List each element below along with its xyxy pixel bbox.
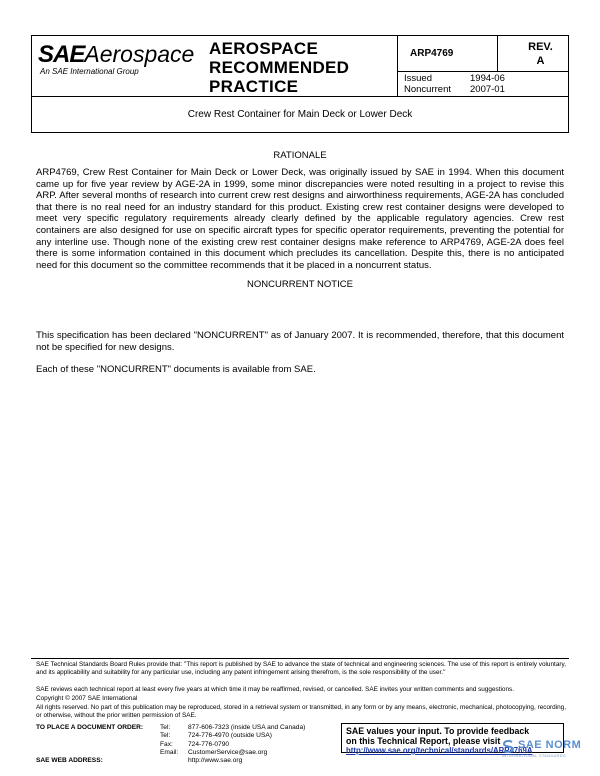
- review-statement: SAE reviews each technical report at least every five years at which time it may be reaffirmed, revised, or cancelled. SAE invites your written comments and suggestions.: [36, 686, 514, 693]
- revision-value: A: [536, 55, 545, 67]
- contact-value: 877-606-7323 (inside USA and Canada): [188, 724, 306, 731]
- title-line-1: AEROSPACE: [209, 39, 319, 58]
- document-subtitle: Crew Rest Container for Main Deck or Lower Deck: [31, 97, 569, 133]
- contact-value: 724-776-0790: [188, 741, 230, 748]
- web-address-label: SAE WEB ADDRESS:: [36, 757, 103, 764]
- revision-label: REV.: [528, 41, 553, 53]
- logo-aerospace-text: Aerospace: [84, 41, 195, 67]
- rights-statement: All rights reserved. No part of this publication may be reproduced, stored in a retrieval system or transmitted, in any form or by any means, electronic, mechanical, photocopying, recording, or otherwise, without the prior written permission of SAE.: [36, 704, 566, 720]
- noncurrent-notice-heading: NONCURRENT NOTICE: [247, 279, 353, 290]
- issued-value: 1994-06: [470, 73, 505, 84]
- issued-label: Issued: [404, 73, 432, 84]
- standards-board-rules: SAE Technical Standards Board Rules provide that: "This report is published by SAE to advance the state of technical and engineering sciences. The use of this report is entirely voluntary, and its applicability and suitability for any particular use, including any patent infringement arising therefrom, is the sole responsibility of the user.": [36, 661, 566, 677]
- sae-web-link[interactable]: http://www.sae.org: [188, 757, 243, 764]
- doc-number: ARP4769: [410, 48, 454, 59]
- contact-key: Tel:: [160, 732, 171, 739]
- order-contacts: [36, 724, 336, 769]
- sae-aerospace-logo: [32, 36, 202, 96]
- feedback-link[interactable]: http://www.sae.org/technical/standards/ARP4769A: [346, 746, 533, 755]
- sae-norm-watermark: [502, 739, 582, 773]
- revision-cell: [497, 36, 569, 72]
- noncurrent-value: 2007-01: [470, 84, 505, 95]
- feedback-line-1: SAE values your input. To provide feedback: [346, 726, 530, 736]
- rationale-paragraph: ARP4769, Crew Rest Container for Main Deck or Lower Deck, was originally issued by SAE in 1994. When this document came up for five year review by AGE-2A in 1999, some minor discrepancies were noted resulting in a project to revise this ARP. After several months of research into current crew rest designs and airworthiness requirements, AGE-2A has concluded that there is no real need for an industry standard for this product. Existing crew rest container designs were developed to meet very specific regulatory requirements already clearly defined by the applicable regulatory agencies. Crew rest containers are also designed for use on specific aircraft types for specific operator requirements, preventing the potential for any interline use. Though none of the existing crew rest container designs make reference to ARP4769, AGE-2A does feel there is some information contained in this document which precludes its cancellation. Despite this, there is no anticipated need for this document so the committee recommends that it be placed in a noncurrent status.: [36, 167, 564, 271]
- copyright-line: Copyright © 2007 SAE International: [36, 695, 138, 702]
- doc-number-cell: [397, 36, 497, 72]
- contact-key: Email:: [160, 749, 179, 756]
- dates-cell: [397, 72, 569, 96]
- order-label: TO PLACE A DOCUMENT ORDER:: [36, 724, 144, 731]
- contact-key: Tel:: [160, 724, 171, 731]
- contact-key: Fax:: [160, 741, 173, 748]
- logo-tagline: An SAE International Group: [40, 67, 139, 76]
- watermark-logo-icon: [502, 740, 516, 753]
- watermark-text: SAE NORM: [518, 739, 582, 751]
- rationale-heading: RATIONALE: [273, 150, 327, 161]
- title-line-2: RECOMMENDED: [209, 58, 350, 77]
- logo-sae-text: SAE: [38, 41, 85, 68]
- contact-value: 724-776-4970 (outside USA): [188, 732, 272, 739]
- watermark-subtext: INTERNATIONAL STANDARDS: [502, 753, 566, 758]
- document-type-title: [204, 36, 394, 96]
- notice-paragraph-2: Each of these "NONCURRENT" documents is available from SAE.: [36, 364, 316, 375]
- noncurrent-label: Noncurrent: [404, 84, 451, 95]
- footer-divider: [31, 658, 569, 659]
- header-box: [31, 35, 569, 97]
- notice-paragraph-1: This specification has been declared "NONCURRENT" as of January 2007. It is recommended, therefore, that this document not be specified for new designs.: [36, 330, 564, 353]
- noncurrent-row: [404, 84, 564, 95]
- title-line-3: PRACTICE: [209, 77, 299, 96]
- issued-row: [404, 73, 564, 84]
- contact-value: CustomerService@sae.org: [188, 749, 268, 756]
- feedback-line-2: on this Technical Report, please visit: [346, 736, 501, 746]
